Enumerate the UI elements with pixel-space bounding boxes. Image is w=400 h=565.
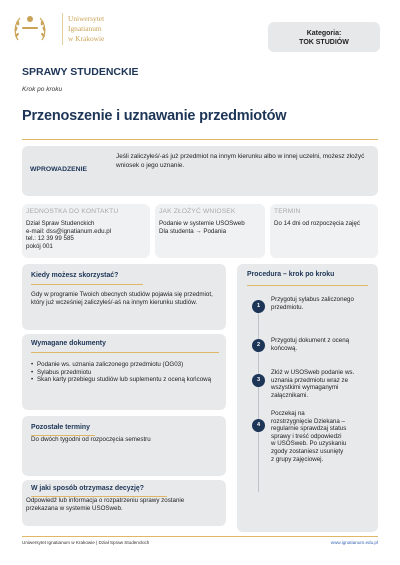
deadline-box <box>270 204 378 258</box>
contact-phone[interactable]: tel.: 12 39 99 585 <box>26 235 74 243</box>
university-logo <box>10 10 120 48</box>
other-deadlines-title: Pozostałe terminy <box>31 424 90 431</box>
step-text: Złóż w USOSweb podanie ws. uznania przedmiotu wraz ze wszystkimi wymaganymi załącznikami. <box>271 369 355 399</box>
intro-label: WPROWADZENIE <box>30 166 88 173</box>
contact-details <box>26 220 111 250</box>
deadline-details <box>274 220 360 228</box>
timeline-line <box>258 306 259 492</box>
documents-card <box>22 334 226 410</box>
decision-card <box>22 480 226 526</box>
procedure-divider <box>247 285 368 286</box>
page-title: Przenoszenie i uznawanie przedmiotów <box>22 108 287 124</box>
section-label: SPRAWY STUDENCKIE <box>22 66 139 78</box>
logo-divider <box>62 13 63 45</box>
how-to-line: Podanie w systemie USOSweb <box>159 220 245 227</box>
other-deadlines-text: Do dwóch tygodni od rozpoczęcia semestru <box>31 436 151 443</box>
footer-divider <box>22 536 378 537</box>
documents-list <box>31 361 217 384</box>
document-item: • Sylabus przedmiotu <box>31 369 217 377</box>
category-label: Kategoria: <box>306 30 342 37</box>
category-badge <box>268 22 380 52</box>
contact-email[interactable]: e-mail: dss@ignatianum.edu.pl <box>26 227 112 235</box>
when-title: Kiedy możesz skorzystać? <box>31 272 119 279</box>
when-divider <box>31 284 143 285</box>
contact-line: pokój 001 <box>26 242 53 250</box>
step-number: 3 <box>252 374 265 387</box>
other-deadlines-card <box>22 416 226 476</box>
logo-line: Uniwersytet <box>68 14 105 23</box>
step-number: 4 <box>252 419 265 432</box>
deadline-line: Do 14 dni od rozpoczęcia zajęć <box>274 220 360 227</box>
document-item: • Skan karty przebiegu studiów lub suplementu z oceną końcową <box>31 376 217 384</box>
procedure-title: Procedura – krok po kroku <box>247 271 335 278</box>
step-number: 2 <box>252 339 265 352</box>
step-text: Przygotuj sylabus zaliczonego przedmiotu. <box>271 296 354 311</box>
when-card <box>22 264 226 330</box>
footer-website-link[interactable]: www.ignatianum.edu.pl <box>330 540 378 545</box>
how-to-box <box>155 204 265 258</box>
decision-title: W jaki sposób otrzymasz decyzję? <box>31 485 144 492</box>
procedure-panel <box>237 264 378 532</box>
category-value: TOK STUDIÓW <box>299 39 349 46</box>
footer-text: Uniwersytet Ignatianum w Krakowie | Dział Spraw Studenckich <box>22 540 150 545</box>
contact-box <box>22 204 150 258</box>
intro-panel <box>22 146 378 196</box>
title-divider <box>22 139 378 140</box>
step-number: 1 <box>252 300 265 313</box>
contact-heading: JEDNOSTKA DO KONTAKTU <box>26 208 119 215</box>
laurel-emblem-icon <box>10 10 50 48</box>
step-text: Przygotuj dokument z oceną końcową. <box>271 337 350 352</box>
intro-text: Jeśli zaliczyłeś/-aś już przedmiot na innym kierunku albo w innej uczelni, możesz złożyć wniosek o jego uznanie. <box>116 153 365 169</box>
decision-text: Odpowiedź lub informacja o rozpatrzeniu sprawy zostanie przekazana w systemie USOSweb. <box>26 497 185 512</box>
logo-line: w Krakowie <box>68 34 105 43</box>
document-item: • Podanie ws. uznania zaliczonego przedmiotu (OG03) <box>31 361 217 369</box>
documents-title: Wymagane dokumenty <box>31 340 106 347</box>
how-to-details <box>159 220 245 235</box>
contact-line: Dział Spraw Studenckich <box>26 220 95 227</box>
subtitle: Krok po kroku <box>22 86 63 93</box>
deadline-heading: TERMIN <box>274 208 301 215</box>
how-to-line: Dla studenta → Podania <box>159 227 227 235</box>
when-text: Gdy w programie Twoich obecnych studiów pojawia się przedmiot, który już wcześniej zaliczyłeś/-aś na innym kierunku studiów. <box>31 291 213 306</box>
logo-line: Ignatianum <box>68 24 102 33</box>
how-to-heading: JAK ZŁOŻYĆ WNIOSEK <box>159 208 236 215</box>
logo-wordmark <box>68 14 104 44</box>
step-text: Poczekaj na rozstrzygnięcie Dziekana – regularnie sprawdzaj status sprawy i treść odpowiedzi w USOSweb. Po uzyskaniu zgody zostaniesz usunięty z grupy zajęciowej. <box>271 410 347 463</box>
documents-divider <box>31 352 219 353</box>
